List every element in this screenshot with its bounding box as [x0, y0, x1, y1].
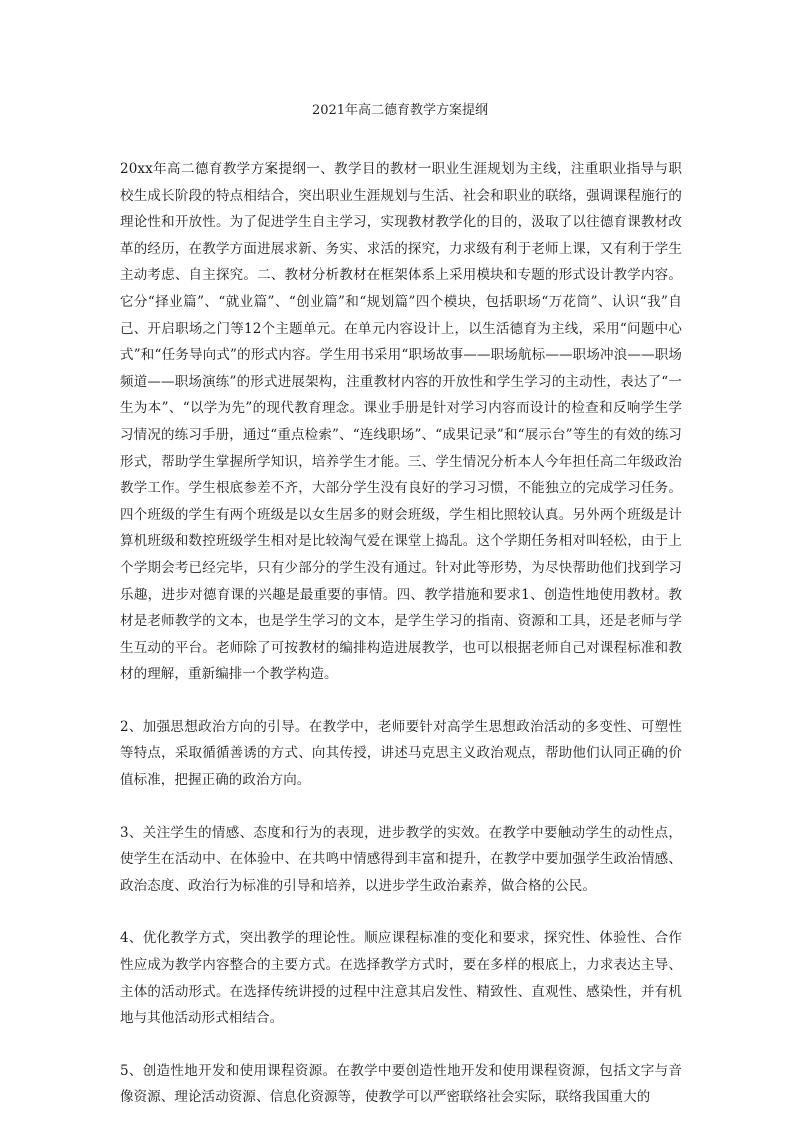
paragraph-intro: 20xx年高二德育教学方案提纲一、教学目的教材一职业生涯规划为主线，注重职业指导与职校生成长阶段的特点相结合，突出职业生涯规划与生活、社会和职业的联络，强调课程施行的理论性和开放性。为了促进学生自主学习，实现教材教学化的目的，汲取了以往德育课教材改革的经历，在教学方面进展求新、务实、求活的探究，力求级有利于老师上课，又有利于学生主动考虑、自主探究。二、教材分析教材在框架体系上采用模块和专题的形式设计教学内容。它分“择业篇”、“就业篇”、“创业篇”和“规划篇”四个模块，包括职场“万花筒”、认识“我”自己、开启职场之门等12个主题单元。在单元内容设计上，以生活德育为主线，采用“问题中心式”和“任务导向式”的形式内容。学生用书采用“职场故事——职场航标——职场冲浪——职场频道——职场演练”的形式进展架构，注重教材内容的开放性和学生学习的主动性，表达了“一生为本”、“以学为先”的现代教育理念。课业手册是针对学习内容而设计的检查和反响学生学习情况的练习手册，通过“重点检索”、“连线职场”、“成果记录”和“展示台”等生的有效的练习形式，帮助学生掌握所学知识，培养学生才能。三、学生情况分析本人今年担任高二年级政治教学工作。学生根底参差不齐，大部分学生没有良好的学习习惯，不能独立的完成学习任务。四个班级的学生有两个班级是以女生居多的财会班级，学生相比照较认真。另外两个班级是计算机班级和数控班级学生相对是比较淘气爱在课堂上捣乱。这个学期任务相对叫轻松，由于上个学期会考已经完毕，只有少部分的学生没有通过。针对此等形势，为尽快帮助他们找到学习乐趣，进步对德育课的兴趣是最重要的事情。四、教学措施和要求1、创造性地使用教材。教材是老师教学的文本，也是学生学习的文本，是学生学习的指南、资源和工具，还是老师与学生互动的平台。老师除了可按教材的编排构造进展教学，也可以根据老师自己对课程标准和教材的理解，重新编排一个教学构造。: [120, 161, 682, 683]
paragraph-item-2: 2、加强思想政治方向的引导。在教学中，老师要针对高学生思想政治活动的多变性、可塑性等特点，采取循循善诱的方式、向其传授，讲述马克思主义政治观点，帮助他们认同正确的价值标准，把握正确的政治方向。: [120, 718, 682, 789]
paragraph-item-5: 5、创造性地开发和使用课程资源。在教学中要创造性地开发和使用课程资源，包括文字与音像资源、理论活动资源、信息化资源等，使教学可以严密联络社会实际，联络我国重大的: [120, 1062, 682, 1106]
document-body: [120, 156, 682, 1111]
paragraph-item-3: 3、关注学生的情感、态度和行为的表现，进步教学的实效。在教学中要触动学生的动性点，使学生在活动中、在体验中、在共鸣中情感得到丰富和提升，在教学中要加强学生政治情感、政治态度、政治行为标准的引导和培养，以进步学生政治素养，做合格的公民。: [120, 824, 682, 894]
paragraph-item-4: 4、优化教学方式，突出教学的理论性。顺应课程标准的变化和要求，探究性、体验性、合作性应成为教学内容整合的主要方式。在选择教学方式时，要在多样的根底上，力求表达主导、主体的活动形式。在选择传统讲授的过程中注意其启发性、精致性、直观性、感染性，并有机地与其他活动形式相结合。: [120, 930, 682, 1027]
document-title: 2021年高二德育教学方案提纲: [311, 103, 489, 118]
